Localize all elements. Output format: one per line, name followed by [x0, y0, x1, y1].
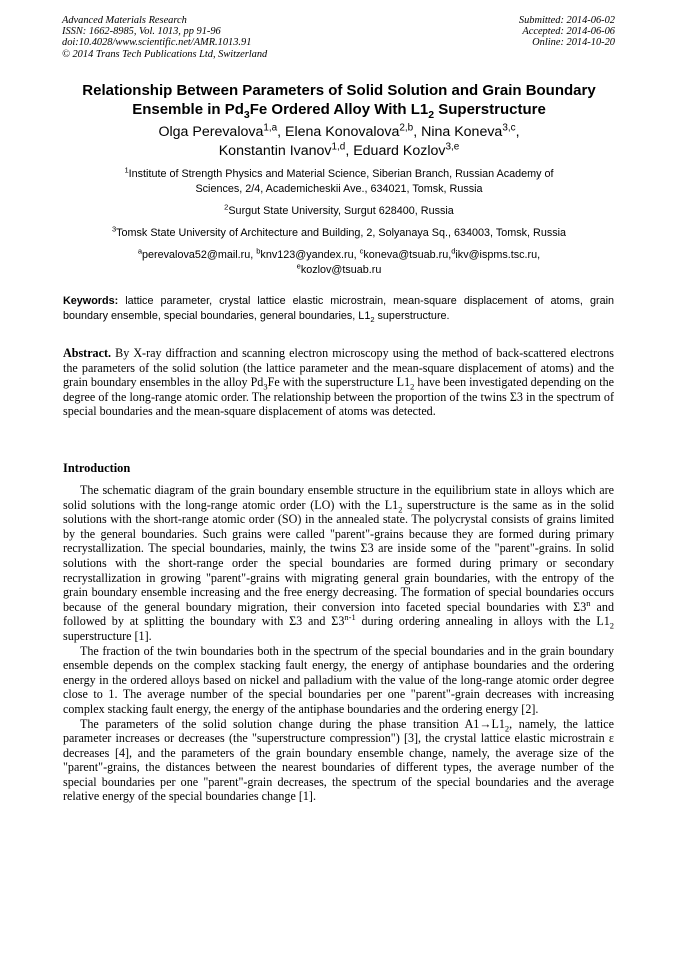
abstract-label: Abstract.: [63, 346, 112, 360]
journal-issn: ISSN: 1662-8985, Vol. 1013, pp 91-96: [62, 26, 221, 38]
abstract: Abstract. By X-ray diffraction and scanning electron microscopy using the method of back-scattered electrons the parameters of the solid solution (the lattice parameter and the mean-square displacement of atoms) and the grain boundary ensembles in the alloy $Pd_3Fe$ with the superstructure $L1_2$ have been investigated depending on the degree of the long-range atomic order. The relationship between the proportion of the twins Σ3 in the spectrum of special boundaries and the mean-square displacement of atoms was detected.: [63, 346, 615, 419]
introduction-body: [63, 483, 614, 804]
affiliation-2: $^2$Surgut State University, Surgut 628400, Russia: [224, 202, 454, 217]
submitted-date: Submitted: 2014-06-02: [518, 15, 615, 26]
journal-info: [62, 15, 267, 60]
author-name: , Eduard Kozlov: [345, 143, 446, 159]
paragraph: The parameters of the solid solution change during the phase transition $A1\to L1_2$, namely, the lattice parameter increases or decreases (the "superstructure compression") [3], the crystal lattice elastic microstrain ε decreases [4], and the parameters of the grain boundary ensemble change, namely, the average size of the "parent"-grains, the distances between the nearest boundaries of different types, the average number of the special boundaries per one "parent"-grain decreases, the spectrum of the special boundaries and the average relative energy of the special boundaries change [1].: [63, 716, 615, 804]
submission-dates: [519, 15, 615, 49]
author-emails: $^a$perevalova52@mail.ru, $^b$knv123@yandex.ru, $^c$koneva@tsuab.ru,$^d$ikv@ispms.tsc.ru, $^e$kozlov@tsuab.ru: [137, 246, 541, 276]
author-name: Konstantin Ivanov: [218, 143, 332, 159]
email-link: knv123@yandex.ru,: [260, 249, 360, 261]
email-link: koneva@tsuab.ru,: [363, 249, 452, 261]
keywords-label: Keywords:: [63, 295, 119, 307]
email-link: kozlov@tsuab.ru: [300, 263, 382, 276]
paragraph: The schematic diagram of the grain boundary ensemble structure in the equilibrium state in alloys which are solid solutions with the long-range atomic order (LO) with the $L1_2$ superstructure is the same as in the solid solutions with the short-range atomic order (SO) in the annealed state. The polycrystal consists of grains limited by the general boundaries. Such grains were called "parent"-grains because they are formed during primary recrystallization. The special boundaries, mainly, the twins Σ3 are inside some of the "parent"-grains. In solid solutions with the short-range order the special boundaries are formed during primary or secondary recrystallization in growing "parent"-grains with migrating general grain boundaries, with the entropy of the grain boundary ensemble increasing and the free energy decreasing. The formation of special boundaries occurs because of the general boundary migration, their conversion into faceted special boundaries with Σ3$^n$ and followed by at splitting the boundary with Σ3 and Σ3$^{n-1}$ during ordering annealing in alloys with the $L1_2$ superstructure [1].: [63, 483, 615, 643]
online-date: Online: 2014-10-20: [532, 37, 615, 49]
section-heading-introduction: Introduction: [63, 461, 131, 475]
affiliation-1: $^1$Institute of Strength Physics and Material Science, Siberian Branch, Russian Academy of Sciences, 2/4, Academicheskii Ave., 634021, Tomsk, Russia: [124, 165, 554, 195]
author-name: , Nina Koneva: [413, 124, 503, 140]
author-list: Olga Perevalova$^{1,a}$, Elena Konovalova$^{2,b}$, Nina Koneva$^{3,c}$, Konstantin Ivanov$^{1,d}$, Eduard Kozlov$^{3,e}$: [158, 122, 520, 159]
author-name: Olga Perevalova: [158, 124, 264, 140]
affiliation-3: $^3$Tomsk State University of Architecture and Building, 2, Solyanaya Sq., 634003, Tomsk, Russia: [111, 224, 567, 239]
email-link: perevalova52@mail.ru,: [142, 249, 257, 261]
journal-name: Advanced Materials Research: [62, 15, 187, 26]
accepted-date: Accepted: 2014-06-06: [522, 26, 615, 38]
paragraph: The fraction of the twin boundaries both in the spectrum of the special boundaries and in the grain boundary ensemble depends on the complex stacking fault energy, the energy of antiphase boundaries and the ordering energy in the ordered alloys based on nickel and palladium with the value of the long-range atomic order degree close to 1. The average number of the special boundaries per one "parent"-grain decreases with increasing complex stacking fault energy, the energy of the antiphase boundaries and the ordering energy [2].: [63, 643, 614, 716]
email-link: ikv@ispms.tsc.ru,: [455, 249, 541, 261]
keywords: Keywords: lattice parameter, crystal lattice elastic microstrain, mean-square displacement of atoms, grain boundary ensemble, special boundaries, general boundaries, $L1_2$ superstructure.: [63, 295, 614, 324]
journal-doi: doi:10.4028/www.scientific.net/AMR.1013.91: [62, 37, 252, 49]
author-name: , Elena Konovalova: [277, 124, 400, 140]
paper-title: Relationship Between Parameters of Solid Solution and Grain Boundary Ensemble in $Pd_3Fe$ Ordered Alloy With $L1_2$ Superstructure: [82, 82, 596, 121]
journal-copyright: © 2014 Trans Tech Publications Ltd, Switzerland: [62, 48, 268, 60]
